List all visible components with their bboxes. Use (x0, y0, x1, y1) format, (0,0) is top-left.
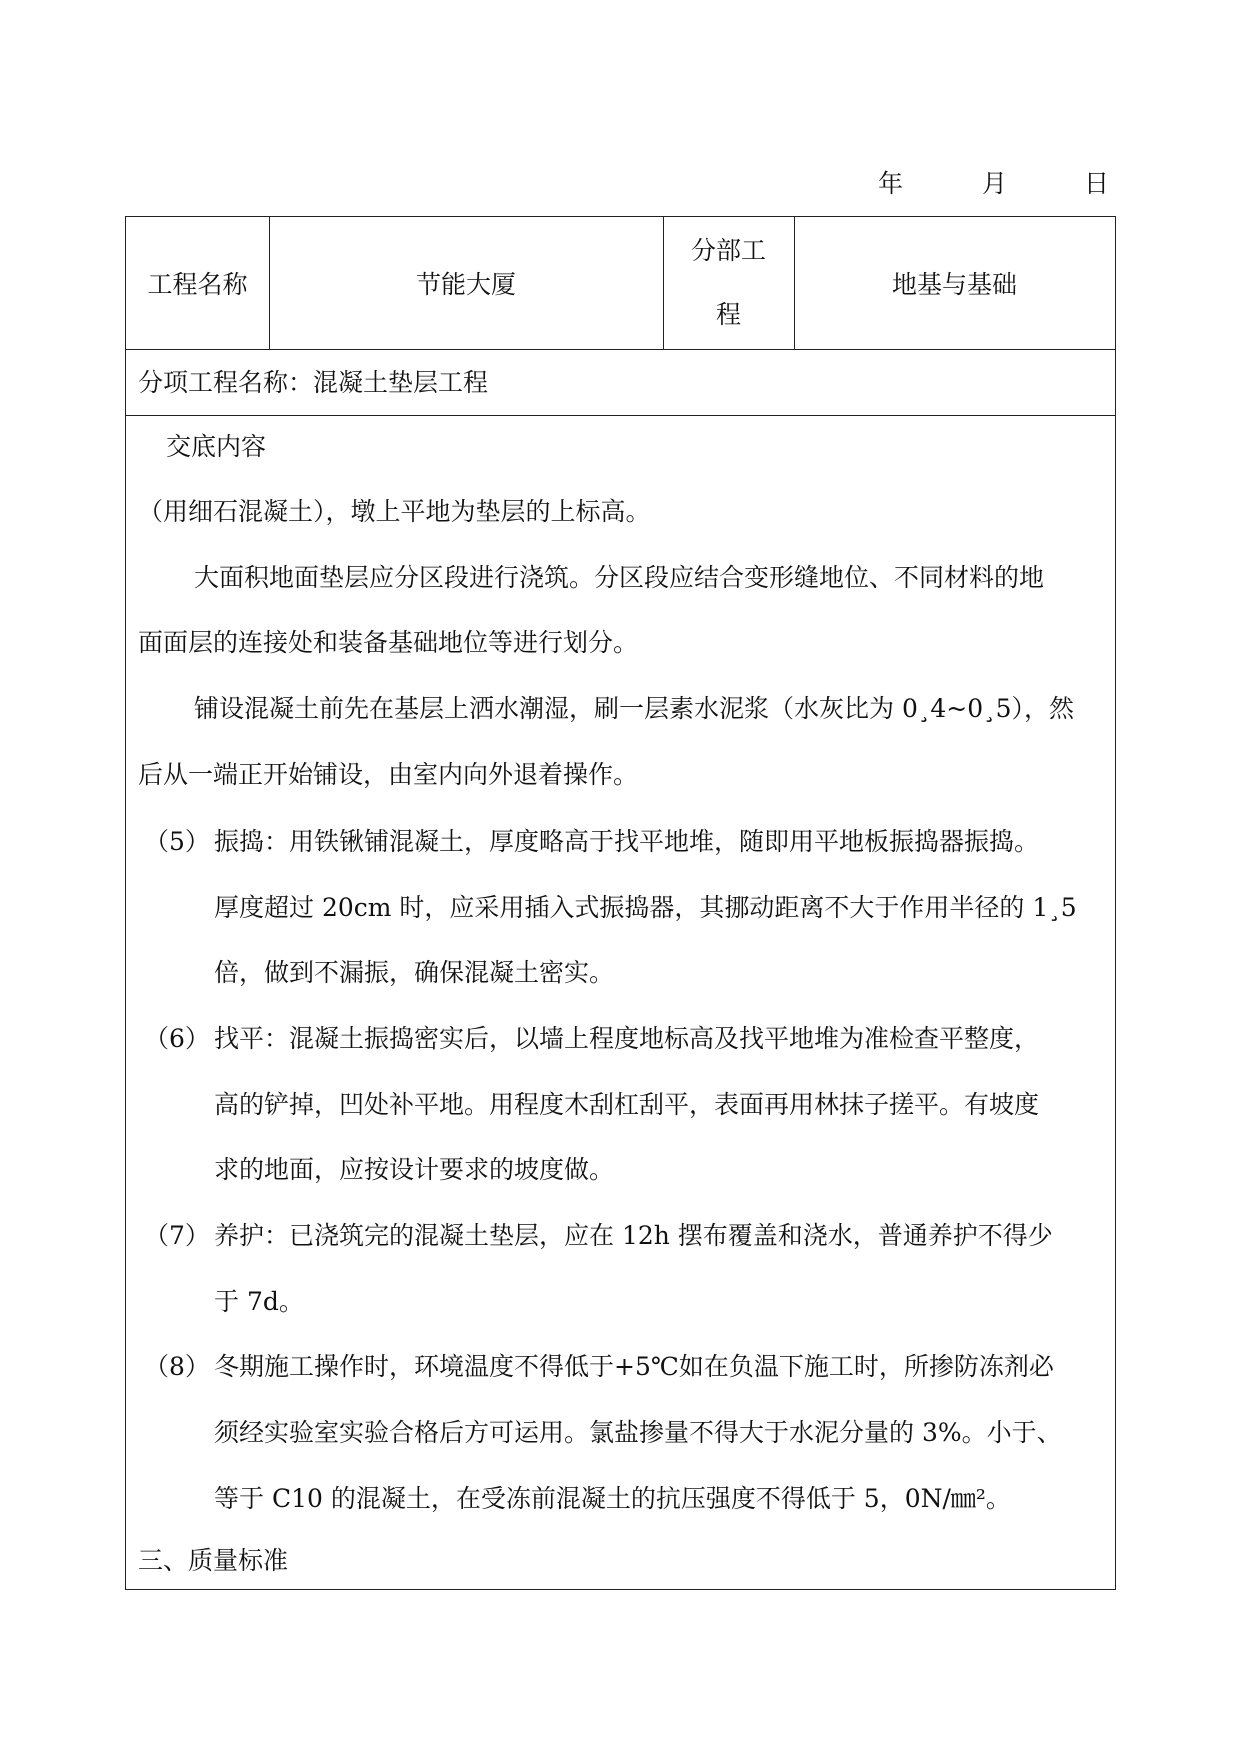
date-month: 月 (982, 169, 1008, 198)
content-line: 铺设混凝土前先在基层上洒水潮湿，刷一层素水泥浆（水灰比为 0¸4~0¸5），然 (194, 694, 1075, 723)
division-value: 地基与基础 (891, 270, 1017, 299)
content-line: 后从一端正开始铺设，由室内向外退着操作。 (138, 760, 639, 789)
item-text: 厚度超过 20cm 时，应采用插入式振捣器，其挪动距离不大于作用半径的 1¸5 (214, 893, 1077, 922)
content-line: （用细石混凝土），墩上平地为垫层的上标高。 (138, 497, 651, 526)
item-text: 倍，做到不漏振，确保混凝土密实。 (214, 958, 615, 987)
item-text: 求的地面，应按设计要求的坡度做。 (214, 1155, 615, 1184)
content-line: 大面积地面垫层应分区段进行浇筑。分区段应结合变形缝地位、不同材料的地 (194, 563, 1045, 592)
item-text: 冬期施工操作时，环境温度不得低于+5℃如在负温下施工时，所掺防冻剂必 (214, 1352, 1054, 1381)
date-year: 年 (878, 169, 904, 198)
item-text: 找平：混凝土振捣密实后，以墙上程度地标高及找平地堆为准检查平整度， (214, 1024, 1040, 1053)
date-day: 日 (1084, 169, 1110, 198)
item-text: 等于 C10 的混凝土，在受冻前混凝土的抗压强度不得低于 5，0N/㎜²。 (214, 1484, 1011, 1513)
division-label-line2: 程 (715, 300, 741, 329)
item-text: 振捣：用铁锹铺混凝土，厚度略高于找平地堆，随即用平地板振捣器振捣。 (214, 827, 1040, 856)
project-name-label: 工程名称 (147, 270, 248, 299)
divider (126, 415, 1115, 416)
item-number: （5） (144, 827, 210, 856)
project-name-value: 节能大厦 (415, 270, 516, 299)
item-text: 于 7d。 (214, 1287, 304, 1316)
subproject-name: 分项工程名称：混凝土垫层工程 (138, 368, 489, 397)
division-label (663, 217, 794, 349)
content-line: 面面层的连接处和装备基础地位等进行划分。 (138, 628, 639, 657)
item-number: （8） (144, 1352, 210, 1381)
item-text: 养护：已浇筑完的混凝土垫层，应在 12h 摆布覆盖和浇水，普通养护不得少 (214, 1221, 1053, 1250)
disclosure-form (125, 216, 1116, 1590)
section-heading: 三、质量标准 (138, 1546, 289, 1575)
item-text: 高的铲掉，凹处补平地。用程度木刮杠刮平，表面再用林抹子搓平。有坡度 (214, 1090, 1040, 1119)
item-number: （6） (144, 1024, 210, 1053)
content-heading: 交底内容 (166, 432, 267, 461)
division-label-line1: 分部工 (690, 236, 766, 265)
item-number: （7） (144, 1221, 210, 1250)
date-line (878, 164, 1110, 204)
item-text: 须经实验室实验合格后方可运用。氯盐掺量不得大于水泥分量的 3%。小于、 (214, 1418, 1062, 1447)
